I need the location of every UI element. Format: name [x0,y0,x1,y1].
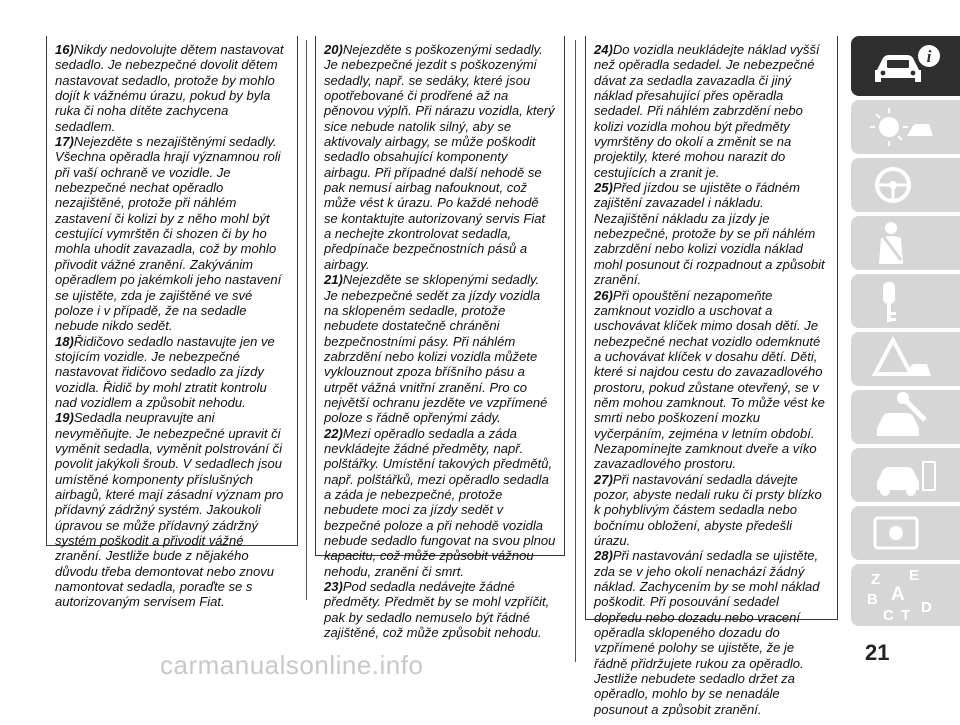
column-divider [306,40,307,600]
warning-text: Nikdy nedovolujte dětem nastavovat sedadlo. Je nebezpečné dovolit dětem nastavovat sedadlo, protože by mohlo dojít k vážnému úrazu, pokud by byla ruka či noha dítěte zachycena sedadlem. [55,42,284,134]
column-text [316,36,564,648]
warning-number: 27) [594,471,613,487]
warning-paragraph [55,42,289,134]
svg-text:E: E [909,567,920,584]
warning-number: 24) [594,42,613,57]
svg-text:i: i [926,47,932,66]
key-icon [863,274,943,328]
page-number: 21 [865,640,890,665]
warning-number: 20) [324,42,343,57]
warning-paragraph [594,288,829,472]
warning-text: Nejezděte s nezajištěnými sedadly. Všechna opěradla hrají významnou roli při vaší ochraně ve vozidle. Je nebezpečné nechat opěradlo nezajištěné, protože při náhlém zastavení či kolizi by z něho mohl být cestující vymrštěn či shozen či by ho mohla uhodit zavazadla, což by mohlo přivodit vážné zranění. Zakývánim opěradlem po jakémkoli jeho nastavení se ujistěte, zda je zajištěné ve své poloze i v případě, že na sedadle nebude nikdo sedět. [55,134,282,334]
warning-paragraph [594,548,829,717]
warning-text: Při nastavování sedadla se ujistěte, zda se v jeho okolí nenachází žádný náklad. Zachycením by se mohl náklad poškodit. Při posouvání sedadel dopředu nebo dozadu nebo vracení opěradla sklopeného dozadu do vzpřímené polohy se ujistěte, že je řádně přidržujete rukou za opěradlo. Jestliže nebudete sedadlo držet za opěradlo, mohlo by se nenadále posunout a způsobit zranění. [594,548,820,717]
column-text [586,36,837,725]
warning-paragraph [55,134,289,333]
warning-paragraph [324,579,556,640]
car-specs-icon [863,448,943,502]
tab-technical-data[interactable] [851,448,960,502]
svg-text:D: D [921,599,932,616]
warning-paragraph [594,42,829,180]
warning-triangle-car-icon [863,332,943,386]
column-divider [575,40,576,662]
car-lights-icon [863,100,943,154]
warning-paragraph [324,426,556,579]
warning-number: 17) [55,134,74,150]
tab-lights[interactable] [851,100,960,154]
warning-number: 23) [324,579,343,595]
warning-text: Řidičovo sedadlo nastavujte jen ve stojícím vozidle. Je nebezpečné nastavovat řidičovo sedadlo za jízdy vozidla. Řidič by mohl ztratit kontrolu nad vozidlem a způsobit nehodu. [55,333,275,410]
warning-column-3 [585,36,838,717]
warning-number: 22) [324,425,343,441]
tab-starting[interactable] [851,274,960,328]
warning-number: 26) [594,287,613,303]
warning-number: 25) [594,180,613,196]
svg-text:T: T [901,607,911,624]
warning-number: 21) [324,272,343,288]
tab-maintenance[interactable] [851,390,960,444]
warning-text: Při opouštění nezapomeňte zamknout vozidlo a uschovat a uschovávat klíček mimo dosah dětí. Je nebezpečné nechat vozidlo odemknuté a uchovávat klíček v dosahu dětí. Děti, které si najdou cestu do zavazadlového prostoru, pokud zůstane otevřený, se v něm mohou zamknout. To může vést ke smrti nebo poškození mozku vyčerpáním, zejména v letním období. Nezapomínejte zamknout dveře a víko zavazadlového prostoru. [594,287,825,472]
warning-column-1 [46,36,298,610]
warning-text: Pod sedadla nedávejte žádné předměty. Předmět by se mohl vzpříčit, pak by sedadlo nemuselo být řádné zajištěné, což může způsobit nehodu. [324,579,550,641]
warning-text: Sedadla neupravujte ani nevyměňujte. Je nebezpečné upravit či vyměnit sedadla, vyměnit polstrování či povolit jakýkoli šroub. V sedadlech jsou umístěné komponenty příslušných airbagů, které mají zásadní význam pro přídavný zádržný systém. Jakoukoli úpravou se může přídavný zádržný systém poškodit a přivodit vážné zranění. Jestliže bude z nějakého důvodu třeba demontovat nebo znovu namontovat sedadla, poraďte se s autorizovaným servisem Fiat. [55,410,284,610]
watermark: carmanualsonline.info [160,650,424,680]
car-info-icon [863,36,943,96]
seatbelt-person-icon [863,216,943,270]
wrench-car-icon [863,390,943,444]
tab-index[interactable] [851,564,960,626]
svg-text:C: C [883,607,894,624]
svg-text:Z: Z [871,571,881,588]
warning-text: Nejezděte se sklopenými sedadly. Je nebezpečné sedět za jízdy vozidla na sklopeném sedadle, protože nebudete dostatečně chráněni bezpečnostními pásy. Při náhlém zabrzdění nebo kolizi vozidla můžete vyklouznout zpoza bříšního pásu a utrpět vážná vnitřní zranění. Pro co největší ochranu jezděte ve vzpřímené poloze s řádně opřenými zády. [324,272,548,426]
warning-paragraph [594,472,829,549]
warning-paragraph [324,272,556,425]
tab-steering[interactable] [851,158,960,212]
warning-paragraph [324,42,556,272]
warning-text: Do vozidla neukládejte náklad vyšší než opěradla sedadel. Je nebezpečné dávat za sedadla zavazadla či jiný náklad přesahující přes opěradla sedadel. Při náhlém zabrzdění nebo kolizi vozidla mohou být předměty vymrštěny do okolí a změnit se na projektily, které mohou narazit do cestujících a zranit je. [594,42,820,180]
warning-number: 19) [55,410,74,426]
tab-emergency[interactable] [851,332,960,386]
alphabet-index-icon [863,564,947,626]
tab-vehicle-info[interactable] [851,36,960,96]
multimedia-icon [863,506,943,560]
svg-text:B: B [867,591,878,608]
column-text [47,36,297,618]
steering-wheel-icon [863,158,943,212]
warning-paragraph [594,180,829,287]
warning-paragraph [55,334,289,411]
warning-paragraph [55,410,289,609]
warning-text: Při nastavování sedadla dávejte pozor, abyste nedali ruku či prsty blízko k pohyblivým částem sedadla nebo bočnímu obložení, abyste předešli úrazu. [594,471,822,548]
warning-column-2 [315,36,565,641]
svg-text:A: A [891,584,905,605]
warning-number: 18) [55,333,74,349]
warning-text: Nejezděte s poškozenými sedadly. Je nebezpečné jezdit s poškozenými sedadly, např. se sedáky, které jsou opotřebované či prodřené až na pěnovou výplň. Při nárazu vozidla, který sice nebude natolik silný, aby se aktivovaly airbagy, se může poškodit sedadlo obsahující komponenty airbagu. Při případné další nehodě se pak nemusí airbag nafouknout, což může vést k úrazu. Po každé nehodě se kontaktujte autorizovaný servis Fiat a nechejte zkontrolovat sedadla, předpínače bezpečnostních pásů a airbagy. [324,42,555,272]
warning-text: Mezi opěradlo sedadla a záda nevkládejte žádné předměty, např. polštářky. Umístění takových předmětů, např. polštářků, mezi opěradlo sedadla a záda je nebezpečné, protože nebudete moci za jízdy sedět v bezpečné poloze a při nehodě vozidla nebude sedadlo fungovat na svou plnou kapacitu, což může způsobit vážnou nehodu, zranění či smrt. [324,425,556,579]
warning-number: 16) [55,42,74,57]
warning-text: Před jízdou se ujistěte o řádném zajištění zavazadel i nákladu. Nezajištění nákladu za jízdy je nebezpečné, protože by se při náhlém zabrzdění nebo kolizi vozidla náklad mohl posunout či rozpadnout a způsobit zranění. [594,180,825,288]
tab-multimedia[interactable] [851,506,960,560]
warning-number: 28) [594,548,613,564]
tab-safety[interactable] [851,216,960,270]
